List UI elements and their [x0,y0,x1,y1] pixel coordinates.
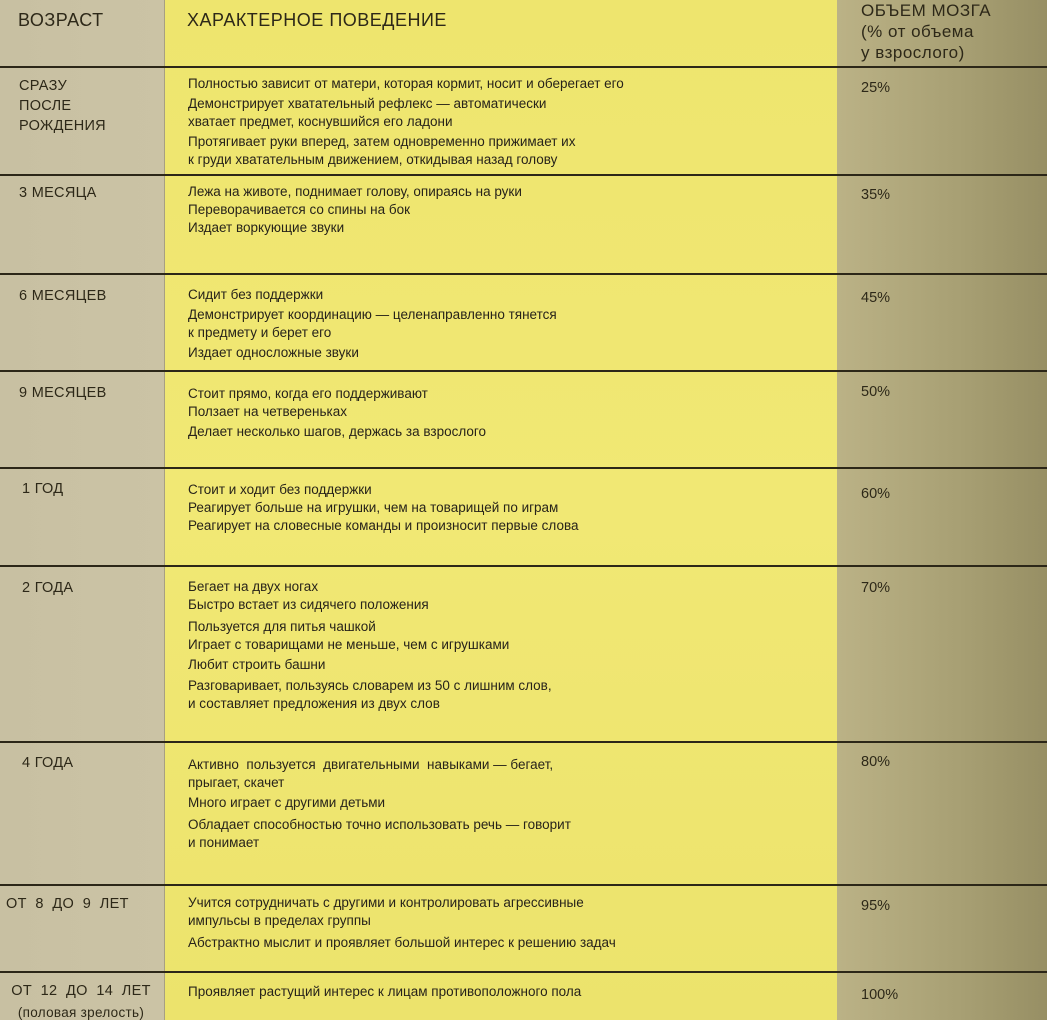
header-age: ВОЗРАСТ [18,10,104,30]
age-line: ОТ 12 ДО 14 ЛЕТ [11,983,151,999]
behavior-line: прыгает, скачет [188,775,285,790]
behavior-line: Обладает способностью точно использовать речь — говорит [188,817,571,832]
brain-volume-value: 50% [861,384,891,400]
divider [0,273,1047,275]
brain-volume-value: 70% [861,580,891,596]
behavior-line: Лежа на животе, поднимает голову, опираясь на руки [188,184,522,199]
age-cell: 1 ГОД [22,481,64,497]
behavior-line: Сидит без поддержки [188,287,324,302]
behavior-line: импульсы в пределах группы [188,913,371,928]
header-brain-volume [861,0,991,63]
age-cell [19,76,106,136]
behavior-line: Проявляет растущий интерес к лицам противоположного пола [188,984,582,999]
age-line: (половая зрелость) [17,1005,145,1020]
divider [0,971,1047,973]
behavior-line: Играет с товарищами не меньше, чем с игрушками [188,637,510,652]
brain-volume-value: 45% [861,290,891,306]
age-cell: 6 МЕСЯЦЕВ [19,288,107,304]
brain-volume-value: 95% [861,898,891,914]
behavior-line: Полностью зависит от матери, которая кормит, носит и оберегает его [188,76,624,91]
brain-volume-value: 80% [861,754,891,770]
behavior-cell [188,183,828,237]
behavior-line: и понимает [188,835,260,850]
behavior-cell [188,385,828,441]
header-brain-line3: у взрослого) [861,43,965,62]
divider [0,174,1047,176]
behavior-cell [188,481,828,535]
behavior-line: Стоит прямо, когда его поддерживают [188,386,428,401]
header-behavior: ХАРАКТЕРНОЕ ПОВЕДЕНИЕ [187,10,447,30]
behavior-cell [188,894,828,952]
behavior-line: Бегает на двух ногах [188,579,319,594]
age-cell: 9 МЕСЯЦЕВ [19,385,107,401]
brain-volume-value: 100% [861,987,899,1003]
behavior-line: Демонстрирует хватательный рефлекс — автоматически [188,96,547,111]
age-cell [0,981,162,1020]
age-column-bg [0,0,165,1020]
behavior-line: Стоит и ходит без поддержки [188,482,372,497]
behavior-line: Ползает на четвереньках [188,404,347,419]
behavior-cell [188,578,828,713]
behavior-line: к груди хватательным движением, откидывая назад голову [188,152,558,167]
divider [0,741,1047,743]
behavior-cell [188,983,828,1001]
age-line: РОЖДЕНИЯ [19,118,106,134]
behavior-line: Делает несколько шагов, держась за взрослого [188,424,487,439]
behavior-line: Протягивает руки вперед, затем одновременно прижимает их [188,134,576,149]
age-line: ПОСЛЕ [19,98,72,114]
header-brain-line2: (% от объема [861,22,974,41]
behavior-line: Много играет с другими детьми [188,795,386,810]
age-cell: 2 ГОДА [22,580,74,596]
behavior-line: Демонстрирует координацию — целенаправленно тянется [188,307,557,322]
behavior-line: Быстро встает из сидячего положения [188,597,429,612]
brain-volume-column-bg [837,0,1047,1020]
behavior-line: и составляет предложения из двух слов [188,696,440,711]
divider [0,467,1047,469]
age-cell: ОТ 8 ДО 9 ЛЕТ [6,896,129,912]
divider [0,565,1047,567]
behavior-line: Абстрактно мыслит и проявляет большой интерес к решению задач [188,935,616,950]
age-cell: 3 МЕСЯЦА [19,185,97,201]
behavior-cell [188,75,828,169]
behavior-line: Пользуется для питья чашкой [188,619,376,634]
behavior-line: Разговаривает, пользуясь словарем из 50 с лишним слов, [188,678,552,693]
divider [0,66,1047,68]
brain-volume-value: 35% [861,187,891,203]
behavior-cell [188,756,828,852]
behavior-line: Реагирует больше на игрушки, чем на товарищей по играм [188,500,559,515]
behavior-line: Активно пользуется двигательными навыками — бегает, [188,757,554,772]
divider [0,884,1047,886]
behavior-line: Переворачивается со спины на бок [188,202,411,217]
behavior-line: Любит строить башни [188,657,326,672]
behavior-cell [188,286,828,362]
behavior-line: Реагирует на словесные команды и произносит первые слова [188,518,579,533]
divider [0,370,1047,372]
header-brain-line1: ОБЪЕМ МОЗГА [861,1,992,20]
behavior-line: к предмету и берет его [188,325,332,340]
brain-volume-value: 25% [861,80,891,96]
age-cell: 4 ГОДА [22,755,74,771]
behavior-line: хватает предмет, коснувшийся его ладони [188,114,453,129]
age-line: СРАЗУ [19,78,67,94]
behavior-line: Издает односложные звуки [188,345,359,360]
behavior-line: Учится сотрудничать с другими и контролировать агрессивные [188,895,584,910]
brain-volume-value: 60% [861,486,891,502]
behavior-line: Издает воркующие звуки [188,220,345,235]
